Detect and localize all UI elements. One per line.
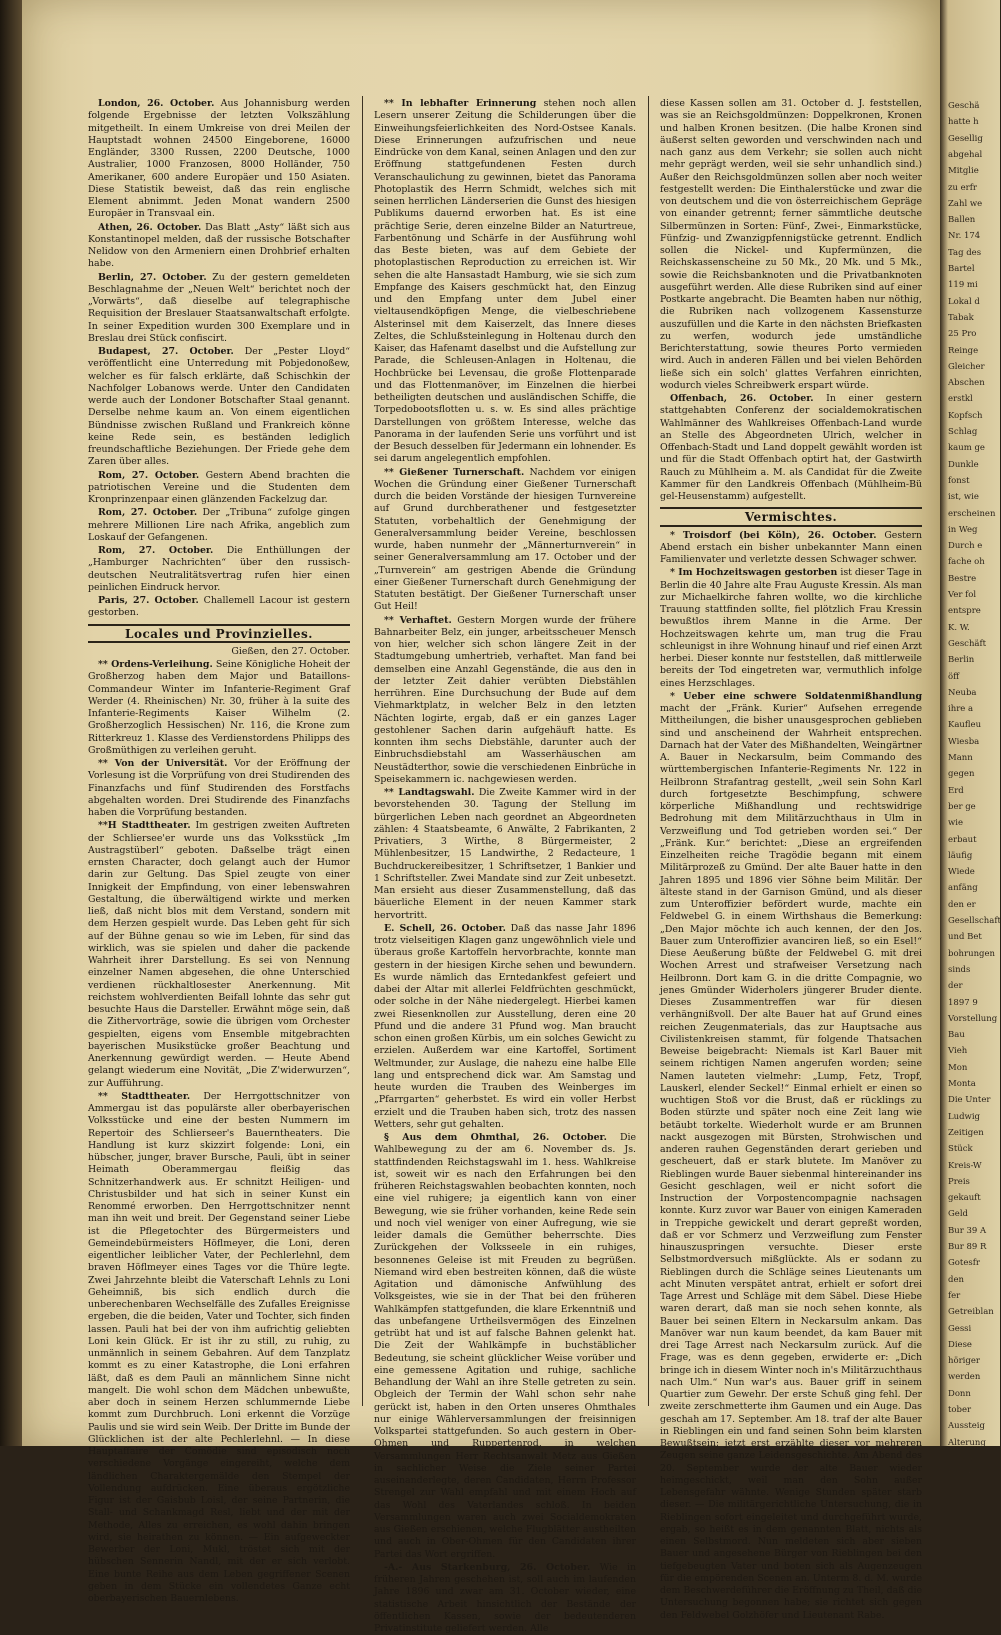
edge-fragment: 25 Pro: [948, 329, 977, 340]
edge-fragment: zu erfr: [948, 182, 977, 193]
news-item: [88, 470, 350, 507]
edge-fragment: Preis: [948, 1176, 970, 1187]
news-item-text: Die Wahlbewegung zu der am 6. November ds. Js. stattfindenden Reichstagswahl im 1. hess. Wahlkreise ist, soweit wir es nach den Erfahrungen bei den früheren Reichstagswahlen beobachten konnten, noch eine viel ruhigere; ja eigentlich kann von einer Bewegung, wie sie früher vorhanden, keine Rede sein und noch viel weniger von einer Aufregung, wie sie leider damals die Gemüther beherrschte. Dies Zurückgehen der Volksseele in ein ruhiges, besonnenes Geleise ist mit Freuden zu begrüßen. Niemand wird eben bestreiten können, daß die wüste Agitation und dämonische Anfwühlung des Volksgeistes, wie sie in der That bei den früheren Wahlkämpfen stattgefunden, die klare Erkenntniß und das unbefangene Urtheilsvermögen des Einzelnen getrübt hat und ist auf falsche Bahnen gelenkt hat. Die Zeit der Wahlkämpfe in buchstäblicher Bedeutung, sie scheint glücklicher Weise vorüber und eine gemessene Agitation und ruhige, sachliche Behandlung der Wahl an ihre Stelle getreten zu sein. Obgleich der Termin der Wahl schon sehr nahe gerückt ist, haben in den Orten unseres Ohmthales nur einige Wählerversammlungen der freisinnigen Volkspartei stattgefunden. So auch gestern in Ober-Ohmen und Ruppertenrod, in welchen Versammlungen Herr Rechtsanwalt Metz aus Gießen in sachlicher Weise die Ziele seiner Partei auseinanderlegte, deren Candidaten, Herrn Professor Strengel zur Wahl empfahl und mit einem Hoch auf das Wohl des Vaterlandes schloß. In beiden Versammlungen waren auch zwei Socialdemokraten aus Gießen erschienen, welche Flugblätter austheilten und auch in Ober-Ohmen für den Candidaten ihrer Partei das Wort ergriffen.: [374, 1132, 637, 1560]
edge-fragment: anfäng: [948, 883, 978, 894]
news-item: [660, 691, 922, 1622]
section-heading: Vermischtes.: [660, 507, 922, 526]
edge-fragment: sinds: [948, 964, 971, 975]
news-item-text: ist dieser Tage in Berlin die 40 Jahre alte Frau Auguste Kressin. Als man zur Michaelkirche fahren wollte, wo die kirchliche Trauung stattfinden sollte, fiel plötzlich Frau Kressin bewußtlos ihrem Manne in die Arme. Der Hochzeitswagen kehrte um, man trug die Frau schleunigst in ihre Wohnung hinauf und rief einen Arzt herbei. Dieser konnte nur feststellen, daß mittlerweile bereits der Tod eingetreten war, vermuthlich infolge eines Herzschlages.: [660, 567, 923, 689]
news-item-text: Gestern Morgen wurde der frühere Bahnarbeiter Belz, ein junger, arbeitsscheuer Mensch von hier, welcher sich schon längere Zeit in der Stadtumgebung umhertrieb, verhaftet. Man fand bei demselben eine Anzahl Gegenstände, die aus den in der letzter Zeit dahier verübten Diebstählen herrühren. Eine Durchsuchung der Bude auf dem Viehmarktplatz, in welcher Belz in den letzten Nächten logirte, ergab, daß er ein ganzes Lager gestohlener Sachen darin aufgehäuft hatte. Es konnten ihm sechs Diebstähle, darunter auch der Einbruchsdiebstahl am Wasserhäuschen am Neustädterthor, sowie die verschiedenen Einbrüche in Speisekammern ic. nachgewiesen werden.: [374, 614, 636, 785]
next-page-edge: [940, 0, 1001, 1481]
news-item-text: Gestern Abend erstach ein bisher unbekannter Mann einen Familienvater und verletzte dessen Schwager schwer.: [660, 529, 922, 565]
news-item: [374, 1132, 636, 1561]
news-item-lead: Rom, 27. October.: [98, 469, 200, 481]
edge-fragment: Neuba: [948, 687, 977, 698]
edge-fragment: erbaut: [948, 834, 977, 845]
news-item-lead: ** Verhaftet.: [384, 614, 452, 626]
edge-fragment: gegen: [948, 769, 975, 780]
edge-fragment: ber ge: [948, 801, 976, 812]
news-item-text: Im gestrigen zweiten Auftreten der Schliersee'er wurde uns das Volksstück „Im Austragstüberl“ geboten. Daßselbe trägt einen ernsten Character, doch gelangt auch der Humor darin zur Geltung. Das Spiel zeugte von einer Innigkeit der Empfindung, von einer lebenswahren Gestaltung, die überwältigend wirkte und merken ließ, daß nicht blos mit dem Verstand, sondern mit dem Herzen gespielt wurde. Das Leben geht für sich auf der Bühne genau so wie im Leben, für sind das wirklich, was sie spielen und daher die packende Wahrheit ihrer Darstellung. Es sei von Nennung einzelner Namen abgesehen, die ohne Unterschied verdienen rückhaltlosester Anerkennung. Mit reichstem wohlverdienten Beifall lohnte das sehr gut besuchte Haus die Darsteller. Erwähnt möge sein, daß die Zithervorträge, sowie die übrigen vom Orchester gespielten, eigens vom Ensemble mitgebrachten bayerischen Musikstücke großer Beachtung und Anerkennung gewürdigt werden. — Heute Abend gelangt wiederum eine Novität, „Die Z'widerwurzen“, zur Aufführung.: [88, 820, 351, 1089]
news-item-text: Die Enthüllungen der „Hamburger Nachrichten“ über den russisch-deutschen Neutralitätsvertrag rufen hier einen peinlichen Eindruck hervor.: [88, 545, 350, 593]
edge-fragment: ihre a: [948, 704, 974, 715]
news-item-text: Der „Pester Lloyd“ veröffentlicht eine Unterredung mit Pobjedonoßew, welcher es für falsch erklärte, daß Schischkin der Nachfolger Lobanows werde. Unter den Candidaten werde auch der Londoner Botschafter Staal genannt. Derselbe nehme kaum an. Von einem eigentlichen Bündnisse zwischen Rußland und Frankreich könne keine Rede sein, es beständen lediglich freundschaftliche Beziehungen. Der Friede gehe dem Zaren über alles.: [88, 346, 351, 468]
edge-fragment: 1897 9: [948, 997, 978, 1008]
news-item-lead: Rom, 27. October.: [98, 545, 214, 556]
edge-fragment: Nr. 174: [948, 231, 981, 242]
edge-fragment: der: [948, 981, 963, 992]
edge-fragment: Ver fol: [948, 590, 977, 600]
edge-fragment: Geschä: [948, 101, 980, 111]
edge-fragment: Gesellschaft: [948, 916, 1001, 926]
edge-fragment: Verpfle: [948, 1470, 979, 1481]
edge-fragment: Bartel: [948, 264, 975, 274]
newspaper-page: [22, 0, 940, 1634]
news-item: [374, 787, 636, 922]
edge-fragment: Bestre: [948, 573, 977, 584]
edge-fragment: Dunkle: [948, 459, 979, 470]
news-item: [88, 659, 350, 757]
news-item-lead: ** Von der Universität.: [98, 758, 228, 769]
edge-fragment: Tabak: [948, 312, 974, 323]
edge-fragment: Tag des: [948, 247, 982, 258]
edge-fragment: erscheinen: [948, 508, 996, 519]
edge-fragment: Stück: [948, 1144, 973, 1155]
edge-fragment: Ludwig: [948, 1111, 980, 1122]
edge-fragment: tober: [948, 1405, 972, 1415]
edge-fragment: Gotesfr: [948, 1258, 980, 1269]
column-rule: [362, 96, 363, 1406]
news-item: [374, 467, 636, 614]
news-item: [88, 222, 350, 271]
news-item-lead: ** In lebhafter Erinnerung: [384, 98, 537, 109]
edge-fragment: Geld: [948, 1209, 968, 1220]
news-item-text: macht der „Fränk. Kurier“ Aufsehen erregende Mittheilungen, die bisher unausgesprochen geblieben sind und anscheinend der Wahrheit entsprechen. Darnach hat der Vater des Mißhandelten, Weingärtner A. Bauer in Neckarsulm, beim Commando des württembergischen Infanterie-Regiments Nr. 122 in Heilbronn Strafantrag gestellt, „weil sein Sohn Karl durch fortgesetzte Beschimpfung, schwere körperliche Mißhandlung und rechtswidrige Bedrohung mit dem Militärzuchthaus in Ulm in Verzweiflung und Tod getrieben worden sei.“ Der „Fränk. Kur.“ berichtet: „Diese an ergreifenden Einzelheiten reiche Tragödie begann mit einem Militärprozeß zu Gmünd. Der alte Bauer hatte in den Jahren 1895 und 1896 vier Söhne beim Militär. Der älteste stand in der Garnison Gmünd, und als dieser zum Unteroffizier befördert wurde, machte ein Feldwebel G. in einem Wirthshaus die Bemerkung: „Den Major möchte ich auch kennen, der den Jos. Bauer zum Unteroffizier avanciren ließ, so ein Esel!“ Diese Aeußerung büßte der Feldwebel G. mit drei Wochen Arrest und strafweiser Versetzung nach Heilbronn. Dort kam G. in die dritte Compagnie, wo jenes Gmünder Widerholers jüngerer Bruder diente. Dieses Zusammentreffen war für diesen verhängnißvoll. Der alte Bauer hat auf Grund eines reichen Zeugenmaterials, das zur Hauptsache aus Civilistenkreisen stammt, für folgende Thatsachen Beweise beigebracht: Niemals ist Karl Bauer mit seinem richtigen Namen angerufen worden; seine Namen lauteten vielmehr: „Lump, Fetz, Tropf, Lauskerl, elender Seckel!“ Einmal erhielt er einen so wuchtigen Stoß vor die Brust, daß er rücklings zu Boden stürzte und später noch eine Zeit lang wie betäubt torkelte. Wiederholt wurde er am Brunnen nackt ausgezogen mit Bürsten, Strohwischen und anderen rauhen Gegenständen derart gerieben und gescheuert, daß er stark blutete. Im Manöver zu Rieblingen wurde Bauer siebenmal hintereinander ins Gesicht geschlagen, weil er nicht sofort die Instruction der Vorpostencompagnie nachsagen konnte. Kurz zuvor war Bauer von einigen Kameraden in Treppiche gewickelt und derart gepreßt worden, daß er vor Schmerz und Verzweiflung zum Fenster hinauszuspringen versuchte. Dieser erste Selbstmordversuch mißglückte. Als er sodann zu Rieblingen durch die Schläge seines Lieutenants um acht Minuten verspätet antrat, erhielt er sofort drei Tage Arrest und Schläge mit dem Säbel. Diese Hiebe waren derart, daß man sie noch sehen konnte, als Bauer bei seinen Eltern in Neckarsulm ankam. Das Manöver war nun kaum beendet, da kam Bauer mit drei Tage Arrest nach Neckarsulm zurück. Auf die Frage, was es denn gegeben, erwiderte er: „Dich bringe ich in diesem Winter noch in's Militärzuchthaus nach Ulm.“ Nun war's aus. Bauer griff in seinem Quartier zum Gewehr. Der erste Schuß ging fehl. Der zweite zerschmetterte ihm Gaumen und ein Auge. Das geschah am 17. September. Am 18. traf der alte Bauer in Rieblingen ein und fand seinen Sohn beim klarsten Bewußtsein; jetzt erst erzählte dieser vor mehreren Zeugen seine ganze Leidensgeschichte. Am Abend des 20. September wurde der alte Bauer wieder heimgeschickt, weil man den Sohn außer Lebensgefahr wähnte. Wenige Stunden später starb dieser. — Die militärgerichtliche Untersuchung, die in Rieblingen sofort eingeleitet und durchgeführt wurde, ergab, so heißt es in dem genannten Blatt, nichts als einen Selbstmord. Nun meldeten sich aber sieben Bauer und angesehene Bürger von Rieblingen bei den tiefgebeugten Vater und boten sich als Augenzeugen für die empörenden Scenen an. Unterm 8. d. M. wurde dem Beschwerdeführer die Eröffnung zu Theil, daß die Untersuchung begonnen habe; sie richtet sich gegen den Feldwebel Golzhöfer und Lieutenant Rabe.: [660, 703, 922, 1621]
edge-fragment: bohrungen: [948, 948, 995, 959]
edge-fragment: Gesellig: [948, 133, 983, 144]
news-item-text: Challemell Lacour ist gestern gestorben.: [88, 595, 350, 619]
edge-fragment: werden: [948, 1372, 981, 1383]
news-item-text: Der „Tribuna“ zufolge gingen mehrere Millionen Lire nach Afrika, angeblich zum Loskauf der Gefangenen.: [88, 507, 350, 543]
edge-fragment: Schlag: [948, 427, 978, 437]
news-item: [88, 595, 350, 620]
news-item-lead: * Troisdorf (bei Köln), 26. October.: [670, 529, 877, 541]
edge-fragment: läufig: [948, 850, 973, 861]
news-item: [660, 567, 922, 690]
news-item-text: Die Zweite Kammer wird in der bevorstehenden 30. Tagung der Stellung im bürgerlichen Leben nach geordnet an Abgeordneten zählen: 4 Staatsbeamte, 6 Anwälte, 2 Fabrikanten, 2 Privatiers, 3 Wirthe, 8 Bürgermeister, 2 Mühlenbesitzer, 15 Landwirthe, 2 Redacteure, 1 Buchdruckereibesitzer, 1 Schriftsetzer, 1 Bankier und 1 Schriftsteller. Zwei Mandate sind zur Zeit unbesetzt. Man ersieht aus dieser Zusammenstellung, daß das bäuerliche Element in der neuen Kammer stark hervortritt.: [374, 787, 636, 921]
news-item: [374, 1562, 636, 1635]
section-heading: Locales und Provinzielles.: [88, 624, 350, 643]
edge-fragment: Wiesba: [948, 736, 980, 747]
news-item: [88, 346, 350, 469]
edge-fragment: Kaufleu: [948, 720, 982, 731]
news-item-lead: -A.- Aus Starkenburg, 26. October.: [384, 1561, 591, 1573]
news-item-lead: ** Gießener Turnerschaft.: [384, 466, 525, 478]
news-item-lead: E. Schell, 26. October.: [384, 922, 506, 934]
edge-fragment: Geschäft: [948, 638, 987, 649]
news-item-text: Daß das nasse Jahr 1896 trotz vielseitigen Klagen ganz ungewöhnlich viele und überaus große Kartoffeln hervorbrachte, konnte man gestern in der hiesigen Kirche sehen und bewundern. Es wurde nämlich das Erntedankfest gefeiert und dabei der Altar mit allerlei Feldfrüchten geschmückt, oder solche in der Nähe niedergelegt. Hierbei kamen zwei Riesenknollen zur Ausstellung, deren eine 20 Pfund und die andere 31 Pfund wog. Man braucht schon einen großen Kürbis, um ein solches Gewicht zu erzielen. Außerdem war eine Kartoffel, Sortiment Weltmunder, zur Auslage, die nahezu eine halbe Elle lang und entsprechend dick war. Am Samstag und heute wurden die Trauben des Weinberges im „Pfarrgarten“ geherbstet. Es wird ein voller Herbst erzielt und die Trauben haben sich, trotz des nassen Wetters, sehr gut gehalten.: [374, 922, 637, 1130]
news-item-text: Das Blatt „Asty“ läßt sich aus Konstantinopel melden, daß der russische Botschafter Nelidow von den Armeniern einen Drohbrief erhalten habe.: [88, 221, 350, 270]
column-1: [88, 98, 351, 1604]
news-item: [374, 98, 636, 466]
column-2: [374, 98, 637, 1634]
news-item-lead: **H Stadttheater.: [98, 820, 191, 832]
dateline: Gießen, den 27. October.: [231, 645, 350, 657]
edge-fragment: höriger: [948, 1356, 980, 1367]
edge-fragment: Wiede: [948, 867, 975, 878]
news-item-text: Aus Johannisburg werden folgende Ergebnisse der letzten Volkszählung mitgetheilt. In einem Umkreise von drei Meilen der Hauptstadt wohnen 24500 Eingeborene, 16000 Engländer, 3300 Russen, 2200 Deutsche, 1000 Australier, 1000 Franzosen, 8000 Holländer, 750 Amerikaner, 600 andere Europäer und 150 Asiaten. Diese Statistik beweist, daß das rein englische Element abnimmt. Jeden Monat wandern 2500 Europäer in Transvaal ein.: [88, 98, 350, 220]
edge-fragment: fache oh: [948, 557, 985, 568]
edge-fragment: Ballen: [948, 215, 976, 226]
edge-fragment: Zeitigen: [948, 1127, 984, 1138]
edge-fragment: fer: [948, 1290, 961, 1301]
news-item: [88, 507, 350, 544]
news-item: [374, 615, 636, 787]
edge-fragment: Monta: [948, 1079, 976, 1089]
news-item-lead: Athen, 26. October.: [98, 221, 202, 233]
edge-fragment: abgehal: [948, 149, 983, 160]
news-item: [660, 393, 922, 503]
edge-fragment: Bur 89 R: [948, 1242, 987, 1252]
edge-fragment: Abschen: [948, 378, 985, 389]
edge-fragment: Reinge: [948, 345, 979, 356]
edge-fragment: öff: [948, 671, 960, 682]
edge-fragment: K. W.: [948, 622, 970, 633]
edge-fragment: Alterung: [948, 1437, 986, 1448]
news-item: [88, 272, 350, 346]
edge-fragment: und Bet: [948, 932, 982, 943]
edge-fragment: Vieh: [948, 1046, 968, 1057]
edge-fragment: Zahl we: [948, 198, 983, 209]
edge-fragment: Kreis-W: [948, 1160, 982, 1171]
edge-fragment: Diese: [948, 1339, 972, 1350]
news-item-text: Seine Königliche Hoheit der Großherzog haben dem Major und Bataillons-Commandeur Winter im Infanterie-Regiment Graf Werder (4. Rheinischen) Nr. 30, früher à la suite des Infanterie-Regiments Kaiser Wilhelm (2. Großherzoglich Hessischen) Nr. 116, die Krone zum Ritterkreuz 1. Klasse des Verdienstordens Philipps des Großmüthigen zu verleihen geruht.: [88, 659, 351, 756]
news-item-lead: ** Landtagswahl.: [384, 787, 475, 798]
edge-fragment: kaum ge: [948, 443, 985, 454]
edge-fragment: erstkl: [948, 394, 973, 405]
column-rule: [648, 96, 649, 1406]
news-item: [88, 820, 350, 1090]
news-item-text: Wie in früheren Jahren geschehen ist, soll auch im laufenden Jahre 1896 und zwar am 31. October wieder, eine statistische Arbeit hinsichtlich der Bestände der öffentlichen Kassen, sowie der bedeutenderen Privatinstitute geliefert werden. Alle: [374, 1561, 636, 1634]
edge-fragment: entspre: [948, 606, 981, 617]
news-item-text: Gestern Abend brachten die patriotischen Vereine und die Studenten dem Kronprinzenpaar einen glänzenden Fackelzug dar.: [88, 469, 351, 505]
news-item-lead: Paris, 27. October.: [98, 595, 199, 606]
news-item-lead: ** Ordens-Verleihung.: [98, 659, 213, 670]
news-item: [660, 98, 922, 392]
edge-fragment: Kopfsch: [948, 410, 983, 421]
edge-fragment: Die Unter: [948, 1095, 991, 1106]
binding-shadow: [0, 0, 22, 1446]
edge-fragment: ist, wie: [948, 492, 979, 503]
edge-fragment: Lokal d: [948, 296, 980, 307]
edge-fragment: in Weg: [948, 524, 978, 535]
news-item-text: In einer gestern stattgehabten Conferenz der socialdemokratischen Wahlmänner des Wahlkreises Offenbach-Land wurde an Stelle des Abgeordneten Ulrich, welcher in Offenbach-Stadt und Land doppelt gewählt worden ist und für die Stadt Offenbach optirt hat, der Gastwirth Rauch zu Mühlheim a. M. als Candidat für die Zweite Kammer für den Landkreis Offenbach (Mühlheim-Bü gel-Heusenstamm) aufgestellt.: [660, 393, 922, 502]
edge-fragment: Bur 39 A: [948, 1225, 987, 1236]
edge-fragment: Gleicher: [948, 361, 985, 372]
column-3: [660, 98, 923, 1621]
news-item-lead: * Im Hochzeitswagen gestorben: [670, 567, 838, 579]
news-item-text: Zu der gestern gemeldeten Beschlagnahme der „Neuen Welt“ berichtet noch der „Vorwärts“, daß dieselbe auf telegraphische Requisition der Breslauer Staatsanwaltschaft erfolgte. In seiner Expedition wurden 300 Exemplare und in Breslau drei Stück confiscirt.: [88, 271, 350, 344]
news-item-lead: Rom, 27. October.: [98, 507, 198, 519]
edge-fragment: Bau: [948, 1030, 965, 1041]
news-item: [660, 530, 922, 567]
news-item-lead: London, 26. October.: [98, 98, 215, 109]
edge-fragment: wie: [948, 818, 964, 829]
edge-fragment: hatte h: [948, 117, 979, 128]
news-item: [88, 545, 350, 594]
edge-fragment: Mann: [948, 753, 973, 763]
news-item: [88, 1091, 350, 1606]
edge-fragment: Erd: [948, 785, 964, 796]
news-item-lead: Offenbach, 26. October.: [670, 393, 814, 404]
edge-fragment: Vorstellung: [948, 1013, 998, 1024]
edge-fragment: Gessi: [948, 1323, 972, 1334]
news-item-lead: Budapest, 27. October.: [98, 346, 234, 357]
edge-fragment: Getreiblan: [948, 1307, 994, 1318]
edge-fragment: Mon: [948, 1062, 968, 1073]
edge-fragment: Durch e: [948, 541, 983, 552]
news-item-text: stehen noch allen Lesern unserer Zeitung die Schilderungen über die Einweihungsfeierlichkeiten des Nord-Ostsee Kanals. Diese Erinnerungen aufzufrischen und neue Eindrücke von dem Kanal, seinen Anlagen und den zur Eröffnung stattgefundenen Festen durch Veranschaulichung zu gewinnen, bietet das Panorama Photoplastik des Herrn Schmidt, welches sich mit seinen herrlichen Länderserien die Gunst des hiesigen Publikums dauernd erworben hat. Es ist eine prächtige Serie, deren einzelne Bilder an Naturtreue, Farbentönung und Schärfe in der Ausführung wohl das Beste bieten, was auf dem Gebiete der photoplastischen Reproduction zu erreichen ist. Wir sehen die alte Hansastadt Hamburg, wie sie sich zum Empfange des Kaisers geschmückt hat, den Einzug und den Empfang unter dem Jubel einer vieltausendköpfigen Menge, die vielbeschriebene Alsterinsel mit dem Kaiserzelt, das Innere dieses Zeltes, die Schlußsteinlegung in Holtenau durch den Kaiser, das Hafenamt daselbst und die Aufstellung zur Parade, die Schleusen-Anlagen in Holtenau, die Hochbrücke bei Levensau, die große Flottenparade und das Flottenmanöver, im Einzelnen die hierbei betheiligten deutschen und ausländischen Schiffe, die Torpedobootsflotten u. s. w. Es sind alles prächtige Darstellungen von größtem Interesse, welche das Panorama in der laufenden Serie uns vorführt und ist der Besuch desselben für Jedermann ein lohnender. Es sei darum angelegentlich empfohlen.: [374, 98, 636, 465]
news-item-lead: ** Stadttheater.: [98, 1090, 191, 1102]
edge-fragment: Donn: [948, 1388, 971, 1399]
edge-fragment: Mitglie: [948, 166, 979, 177]
edge-fragment: den er: [948, 899, 976, 910]
edge-fragment: Versteig: [948, 1453, 984, 1464]
edge-fragment: Aussteig: [948, 1421, 985, 1432]
edge-fragment: fonst: [948, 475, 970, 486]
news-item-text: Der Herrgottschnitzer von Ammergau ist das populärste aller oberbayerischen Volksstücke und eine der besten Nummern im Repertoir des Schlierseer's Bauerntheaters. Die Handlung ist kurz skizzirt folgende: Loni, ein hübscher, junger, braver Bursche, Pauli, übt in seiner Heimath Oberammergau fleißig das Schnitzerhandwerk aus. Er schnitzt Heiligen- und Christusbilder und hat sich in seiner Kunst ein Renommé erworben. Den Herrgottschnitzer nennt man ihn weit und breit. Der Gegenstand seiner Liebe ist die Pflegetochter des Bürgermeisters und Gemeindebürmeisters Höflmeyer, die Loni, deren eigentlicher leiblicher Vater, der Pechlerlehnl, dem braven Höflmeyer eines Tages vor die Thüre legte. Zwei Jahrzehnte bleibt die Vaterschaft Lehnls zu Loni Geheimniß, bis sich endlich durch die unberechenbaren Wechselfälle des Zufalles Ereignisse ergeben, die die beiden, Vater und Tochter, sich finden lassen. Pauli hat bei der von ihm aufrichtig geliebten Loni kein Glück. Er ist ihr zu still, zu ruhig, zu unmännlich in seinem Gebahren. Auf dem Tanzplatz kommt es zu einer Katastrophe, die Loni erfahren läßt, daß es dem Pauli an männlichem Sinne nicht mangelt. Die wohl schon dem Mädchen unbewußte, aber doch in seinem Herzen schlummernde Liebe kommt zum Durchbruch. Loni erkennt die Vorzüge Paulis und sie wird sein Weib. Der Dritte im Bunde der Glücklichen ist der alte Pechlerlehnl. — In diese Hauptaffaire der Comödie sind episodisch noch verschiedene Vorgänge eingereiht, welche dem ländlichen Charaktergemälde den Stempel der Vollendung aufdrücken. Eine überaus ergötzliche Figur ist der Gaisbub Loisl, der seine Partnerin, die Stall- und Schankmagd Resl, liebt und der mit der Methode, Alles zu erreichen, es wohl dahin bringen wird, sie heirathen zu können. — Ein aufgeweckter Bewerber der Loni, Mukl, tröstet sich mit der hübschen Sennerin Nandl, mit der er sich verlobt. Eine bunte Reihe aus dem Leben gegriffener Scenen geben in dem Stücke ein vollendetes Ganze echt oberbayerischen Bauernlebens.: [88, 1090, 350, 1604]
news-item-lead: Berlin, 27. October.: [98, 271, 207, 283]
news-item: [88, 98, 350, 221]
edge-fragment: 119 mi: [948, 280, 978, 291]
news-item: [88, 758, 350, 819]
news-item-text: diese Kassen sollen am 31. October d. J. feststellen, was sie an Reichsgoldmünzen: Doppelkronen, Kronen und halben Kronen besitzen. (Die halbe Kronen sind äußerst selten geworden und verschwinden nach und nach ganz aus dem Verkehr; sie sollen auch nicht mehr geprägt werden, weil sie sehr unhandlich sind.) Außer den Reichsgoldmünzen sollen aber noch weiter festgestellt werden: Die Einthalerstücke und zwar die von deutschem und die von österreichischem Gepräge von einander getrennt; ferner sämmtliche deutsche Silbermünzen in Sorten: Fünf-, Zwei-, Einmarkstücke, Fünfzig- und Zwanzigpfennigstücke getrennt. Endlich sollen die Nickel- und Kupfermünzen, die Reichskassenscheine zu 50 Mk., 20 Mk. und 5 Mk., sowie die Reichsbanknoten und die Privatbanknoten ausgeführt werden. Alle diese Rubriken sind auf einer Postkarte angebracht. Die Beamten haben nur nöthig, die Rubriken nach vollzogenem Kassensturze auszufüllen und die Karte in den nächsten Briefkasten zu werfen, wodurch jede umständliche Berichterstattung, sowie theures Porto vermieden wird. Auch in anderen Fällen und bei vielen Behörden ließe sich ein solch' glattes Verfahren einrichten, wodurch vieles Schreibwerk erspart würde.: [660, 98, 922, 391]
news-item-text: Vor der Eröffnung der Vorlesung ist die Vorprüfung von drei Studirenden des Finanzfachs und fünf Studirenden des Forstfachs abgehalten worden. Drei Studirende des Finanzfachs haben die Vorprüfung bestanden.: [88, 758, 351, 818]
news-item-text: Nachdem vor einigen Wochen die Gründung einer Gießener Turnerschaft durch die beiden Vorstände der hiesigen Turnvereine auf Grund durchberathener und festgesetzter Statuten, vorbehaltlich der Genehmigung der Generalversammlung beider Vereine, beschlossen wurde, haben nunmehr der „Männerturnverein“ in seiner Generalversammlung am 17. October und der „Turnverein“ am gestrigen Abende die Gründung einer Gießener Turnerschaft durch Genehmigung der Statuten bestätigt. Der Gießener Turnerschaft unser Gut Heil!: [374, 466, 636, 613]
edge-fragment: gekauft: [948, 1193, 981, 1204]
news-item-lead: § Aus dem Ohmthal, 26. October.: [384, 1132, 607, 1143]
edge-fragment: den: [948, 1274, 964, 1285]
news-item: [374, 923, 636, 1131]
edge-fragment: Berlin: [948, 655, 975, 666]
news-item-lead: * Ueber eine schwere Soldatenmißhandlung: [670, 690, 922, 702]
